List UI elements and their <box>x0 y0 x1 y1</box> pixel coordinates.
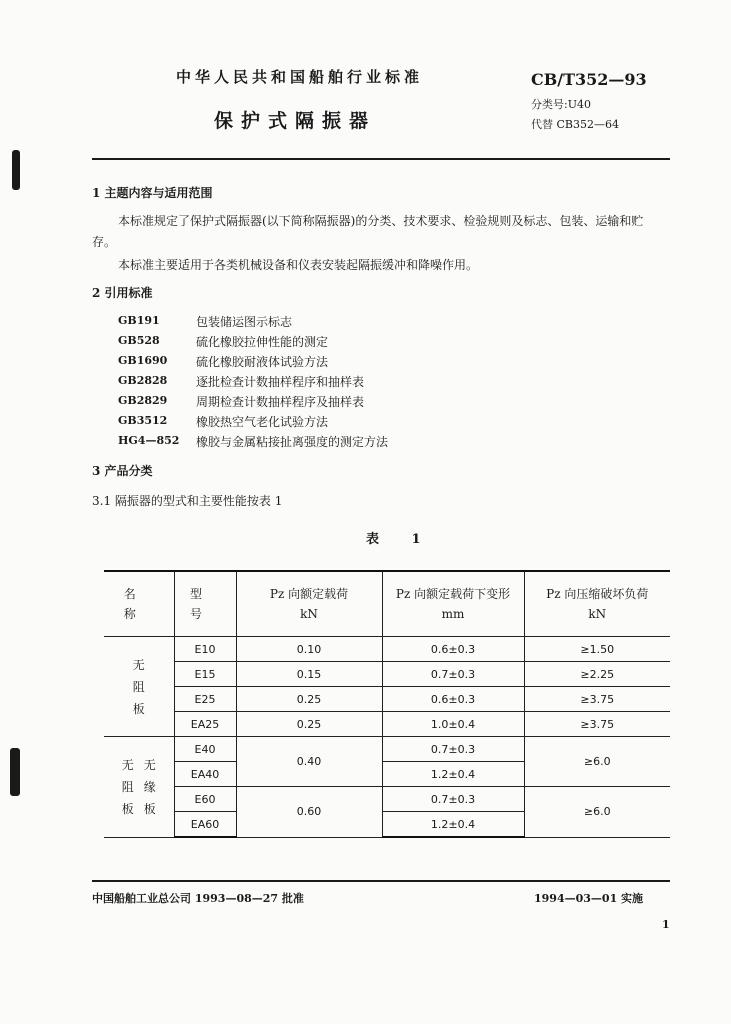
header-deform: Pz 向额定载荷下变形 mm <box>382 571 524 637</box>
reference-code: GB1690 <box>118 354 168 367</box>
cell-load: 0.10 <box>236 637 382 662</box>
binding-mark <box>10 748 20 796</box>
cell-model: E15 <box>174 662 236 687</box>
cell-load: 0.25 <box>236 712 382 737</box>
header-name: 名 称 <box>104 571 174 637</box>
table-row <box>104 687 670 712</box>
section-1-paragraph-1: 本标准规定了保护式隔振器(以下简称隔振器)的分类、技术要求、检验规则及标志、包装、运输和贮 <box>118 214 644 228</box>
section-1-heading: 1 主题内容与适用范围 <box>92 186 213 200</box>
issuing-org: 中华人民共和国船舶行业标准 <box>176 68 424 86</box>
cell-load: 0.15 <box>236 662 382 687</box>
cell-deform: 0.7±0.3 <box>382 787 524 812</box>
performance-table <box>104 570 670 838</box>
document-title: 保护式隔振器 <box>214 110 377 132</box>
table-row <box>104 737 670 762</box>
reference-name: 橡胶热空气老化试验方法 <box>196 415 329 429</box>
reference-name: 逐批检查计数抽样程序和抽样表 <box>196 375 365 389</box>
cell-deform: 0.6±0.3 <box>382 637 524 662</box>
cell-break: ≥2.25 <box>524 662 670 687</box>
cell-break: ≥3.75 <box>524 712 670 737</box>
cell-deform: 1.2±0.4 <box>382 812 524 838</box>
classification-number: 分类号:U40 <box>531 98 591 111</box>
cell-model: EA25 <box>174 712 236 737</box>
cell-model: EA40 <box>174 762 236 787</box>
reference-code: HG4—852 <box>118 434 180 447</box>
cell-deform: 0.6±0.3 <box>382 687 524 712</box>
cell-break: ≥3.75 <box>524 687 670 712</box>
cell-model: EA60 <box>174 812 236 838</box>
header-rule <box>92 158 670 160</box>
reference-name: 周期检查计数抽样程序及抽样表 <box>196 395 365 409</box>
table-row <box>104 787 670 812</box>
header-load: Pz 向额定载荷 kN <box>236 571 382 637</box>
table-header-row <box>104 571 670 637</box>
approval-note: 中国船舶工业总公司 1993—08—27 批准 <box>92 892 304 905</box>
cell-load: 0.25 <box>236 687 382 712</box>
binding-mark <box>12 150 20 190</box>
section-1-paragraph-1-cont: 存。 <box>92 235 117 249</box>
table-row <box>104 662 670 687</box>
cell-model: E10 <box>174 637 236 662</box>
cell-deform: 1.2±0.4 <box>382 762 524 787</box>
reference-name: 橡胶与金属粘接扯离强度的测定方法 <box>196 435 389 449</box>
group-name-1: 无 阻 板 <box>104 637 174 737</box>
cell-break: ≥1.50 <box>524 637 670 662</box>
cell-load: 0.60 <box>236 787 382 838</box>
standard-code: CB/T352—93 <box>531 70 647 89</box>
cell-break: ≥6.0 <box>524 737 670 787</box>
cell-model: E40 <box>174 737 236 762</box>
cell-break: ≥6.0 <box>524 787 670 838</box>
reference-name: 硫化橡胶耐液体试验方法 <box>196 355 329 369</box>
cell-deform: 0.7±0.3 <box>382 737 524 762</box>
cell-deform: 0.7±0.3 <box>382 662 524 687</box>
reference-code: GB528 <box>118 334 160 347</box>
table-row <box>104 637 670 662</box>
footer-rule <box>92 880 670 882</box>
section-1-paragraph-2: 本标准主要适用于各类机械设备和仪表安装起隔振缓冲和降噪作用。 <box>118 258 479 272</box>
section-3-heading: 3 产品分类 <box>92 464 153 478</box>
table-caption: 表 1 <box>366 532 435 547</box>
header-model: 型 号 <box>174 571 236 637</box>
page-number: 1 <box>662 918 670 931</box>
reference-code: GB2829 <box>118 394 168 407</box>
reference-name: 包装储运图示标志 <box>196 315 293 329</box>
cell-load: 0.40 <box>236 737 382 787</box>
reference-code: GB3512 <box>118 414 168 427</box>
reference-code: GB191 <box>118 314 160 327</box>
effective-date: 1994—03—01 实施 <box>534 892 644 905</box>
section-3-1-text: 3.1 隔振器的型式和主要性能按表 1 <box>92 494 283 508</box>
replaces-standard: 代替 CB352—64 <box>531 118 619 131</box>
group-name-2: 无 无 阻 缘 板 板 <box>104 737 174 838</box>
section-2-heading: 2 引用标准 <box>92 286 153 300</box>
cell-deform: 1.0±0.4 <box>382 712 524 737</box>
table-row <box>104 712 670 737</box>
reference-name: 硫化橡胶拉伸性能的测定 <box>196 335 329 349</box>
header-break: Pz 向压缩破坏负荷 kN <box>524 571 670 637</box>
cell-model: E25 <box>174 687 236 712</box>
cell-model: E60 <box>174 787 236 812</box>
reference-code: GB2828 <box>118 374 168 387</box>
